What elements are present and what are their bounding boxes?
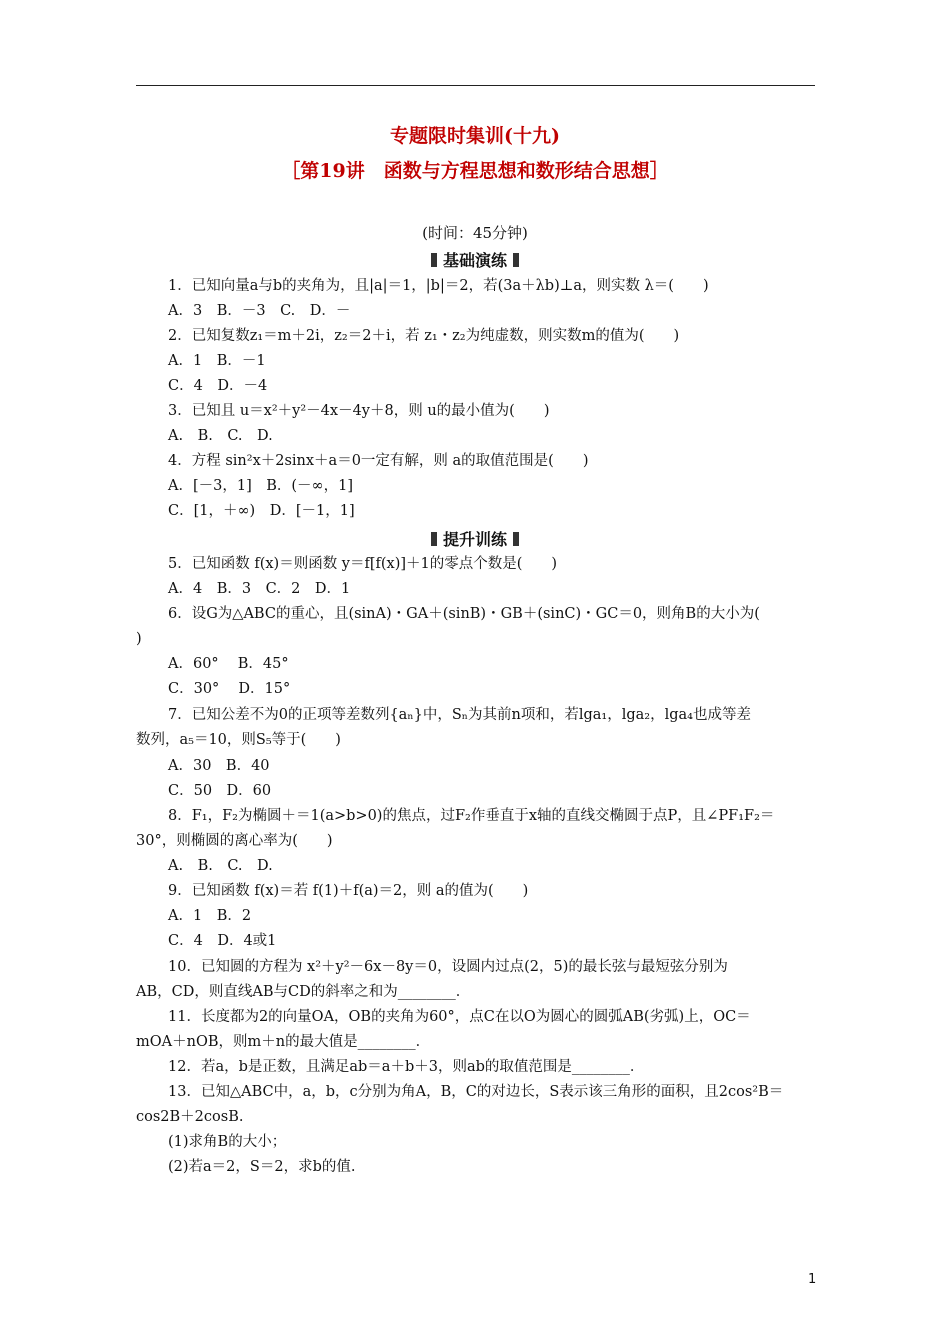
question-6-continuation: )	[136, 631, 142, 647]
question-13-part-1: (1)求角B的大小；	[168, 1134, 287, 1150]
question-1-options: A．3 B．－3 C. D．－	[168, 303, 351, 319]
question-8-continuation: 30°，则椭圆的离心率为( )	[136, 833, 333, 849]
section-heading-advanced: 提升训练	[0, 527, 950, 550]
question-8-options: A. B. C. D.	[168, 858, 273, 874]
document-subtitle: ［第19讲 函数与方程思想和数形结合思想］	[281, 160, 669, 182]
question-7-options-row2: C．50 D．60	[168, 783, 272, 799]
question-12: 12．若a，b是正数，且满足ab＝a＋b＋3，则ab的取值范围是________．	[168, 1059, 645, 1075]
question-4: 4．方程 sin²x＋2sinx＋a＝0一定有解，则 a的取值范围是( )	[168, 453, 589, 469]
question-3: 3．已知且 u＝x²＋y²－4x－4y＋8，则 u的最小值为( )	[168, 403, 550, 419]
section-heading-basic: 基础演练	[0, 248, 950, 271]
question-11-continuation: mOA＋nOB，则m＋n的最大值是________．	[136, 1034, 431, 1050]
question-6-options-row1: A．60° B．45°	[168, 656, 289, 672]
section-marker-icon	[513, 532, 519, 546]
question-13: 13．已知△ABC中，a，b，c分别为角A，B，C的对边长，S表示该三角形的面积，且2cos²B＝	[168, 1084, 784, 1100]
question-4-options-row2: C．[1，＋∞) D．[－1，1]	[168, 503, 355, 519]
question-13-part-2: (2)若a＝2，S＝2，求b的值.	[168, 1159, 356, 1175]
question-9: 9．已知函数 f(x)＝若 f(1)＋f(a)＝2，则 a的值为( )	[168, 883, 529, 899]
question-7: 7．已知公差不为0的正项等差数列{aₙ}中，Sₙ为其前n项和，若lga₁，lga₂，lga₄也成等差	[168, 707, 751, 723]
section-marker-icon	[431, 253, 437, 267]
section-marker-icon	[431, 532, 437, 546]
header-rule	[136, 85, 815, 86]
question-10-continuation: AB，CD，则直线AB与CD的斜率之和为________．	[136, 984, 471, 1000]
question-1: 1．已知向量a与b的夹角为，且|a|＝1，|b|＝2，若(3a＋λb)⊥a，则实数 λ＝( )	[168, 278, 709, 294]
time-limit: (时间：45分钟)	[422, 224, 528, 242]
document-title: 专题限时集训(十九)	[390, 125, 560, 147]
question-9-options-row2: C．4 D．4或1	[168, 933, 277, 949]
section-marker-icon	[513, 253, 519, 267]
question-7-continuation: 数列，a₅＝10，则S₅等于( )	[136, 732, 341, 748]
question-2-options-row2: C．4 D．－4	[168, 378, 268, 394]
question-6: 6．设G为△ABC的重心，且(sinA)・GA＋(sinB)・GB＋(sinC)・GC＝0，则角B的大小为(	[168, 606, 760, 622]
question-3-options: A. B. C. D.	[168, 428, 273, 444]
question-10: 10．已知圆的方程为 x²＋y²－6x－8y＝0，设圆内过点(2，5)的最长弦与最短弦分别为	[168, 959, 728, 975]
question-6-options-row2: C．30° D．15°	[168, 681, 291, 697]
question-13-continuation: cos2B＋2cosB.	[136, 1109, 244, 1125]
question-5: 5．已知函数 f(x)＝则函数 y＝f[f(x)]＋1的零点个数是( )	[168, 556, 558, 572]
page-number: 1	[808, 1272, 817, 1287]
question-2-options-row1: A．1 B．－1	[168, 353, 266, 369]
question-2: 2．已知复数z₁＝m＋2i，z₂＝2＋i，若 z₁・z₂为纯虚数，则实数m的值为( )	[168, 328, 680, 344]
question-4-options-row1: A．[－3，1] B．(－∞，1]	[168, 478, 354, 494]
question-11: 11．长度都为2的向量OA，OB的夹角为60°，点C在以O为圆心的圆弧AB(劣弧)上，OC＝	[168, 1009, 751, 1025]
question-8: 8．F₁，F₂为椭圆＋＝1(a>b>0)的焦点，过F₂作垂直于x轴的直线交椭圆于点P，且∠PF₁F₂＝	[168, 808, 775, 824]
question-7-options-row1: A．30 B．40	[168, 758, 270, 774]
question-5-options: A．4 B．3 C．2 D．1	[168, 581, 351, 597]
question-9-options-row1: A．1 B．2	[168, 908, 252, 924]
